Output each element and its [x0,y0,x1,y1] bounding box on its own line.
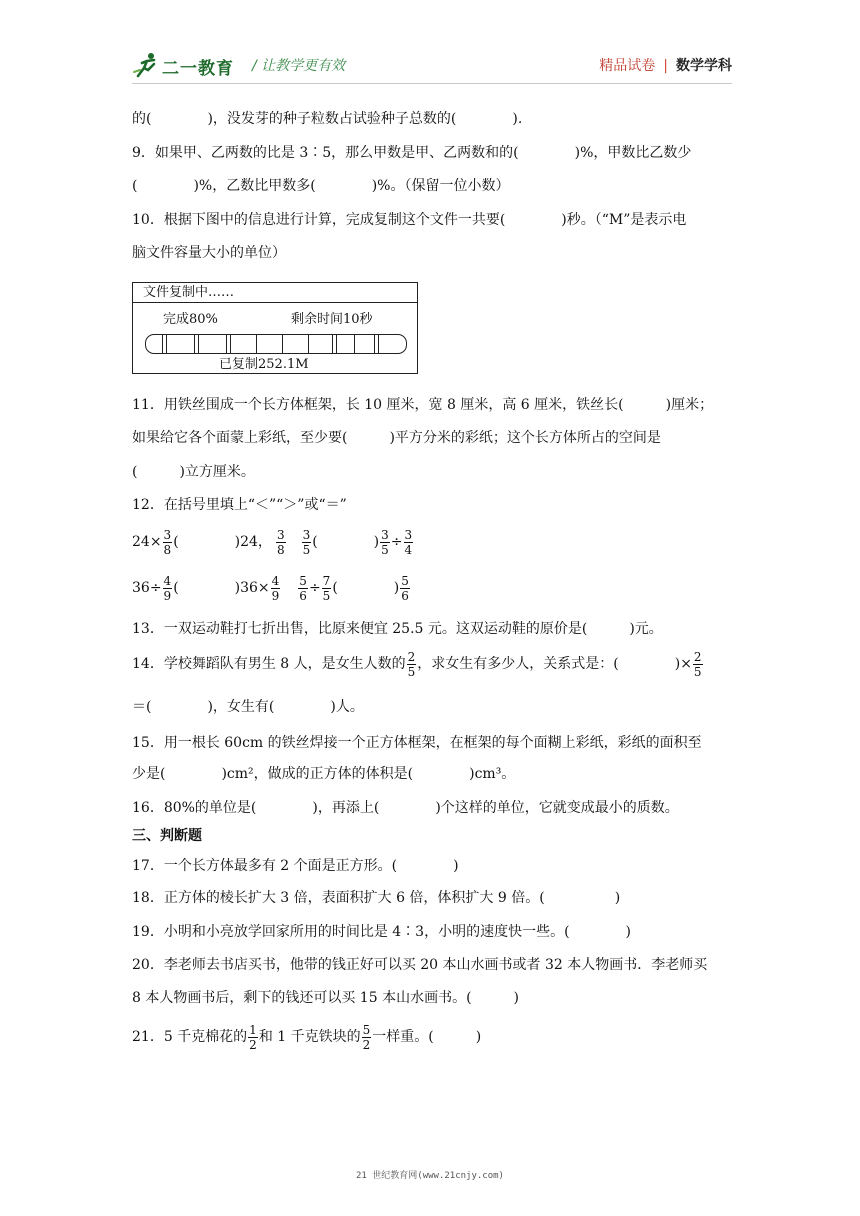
progress-tick [378,335,379,353]
question-15-line-1: 15．用一根长 60cm 的铁丝焊接一个正方体框架，在框架的每个面糊上彩纸，彩纸的面积至 [132,735,702,751]
fraction-denominator: 9 [163,588,172,603]
fraction [276,528,286,557]
fraction-denominator: 2 [362,1037,371,1052]
expr-text: ( )36× [173,580,270,596]
fraction [271,574,281,603]
slogan: / 让教学更有效 [252,58,346,74]
expr-text: ，求女生有多少人，关系式是：( )× [417,656,692,672]
fraction [302,528,312,557]
expr-text: ( ) [332,580,400,596]
progress-done-label: 完成80% [163,312,218,327]
logo-text: 二一教育 [162,59,234,79]
question-12-row-2 [132,572,411,604]
fraction-numerator: 5 [362,1022,371,1037]
text-line: 的( )，没发芽的种子粒数占试验种子总数的( ). [132,111,523,127]
question-14-line-2: ＝( )，女生有( )人。 [132,699,364,715]
question-10-line-1: 10．根据下图中的信息进行计算，完成复制这个文件一共要( )秒。（“M”是表示电 [132,212,687,228]
fraction [248,1023,258,1052]
expr-text: 一样重。( ) [372,1029,482,1045]
fraction-numerator: 4 [271,573,280,588]
question-12-line: 12．在括号里填上“＜”“＞”或“＝” [132,497,347,513]
logo [132,50,252,80]
fraction-denominator: 8 [163,542,172,557]
progress-tick [230,335,231,353]
question-16-line: 16．80%的单位是( )，再添上( )个这样的单位，它就变成最小的质数。 [132,800,679,816]
question-20-line-2: 8 本人物画书后，剩下的钱还可以买 15 本山水画书。( ) [132,990,519,1006]
fraction-denominator: 5 [302,542,311,557]
progress-tick [256,335,257,353]
progress-tick [332,335,333,353]
page-footer: 21 世纪教育网(www.21cnjy.com) [356,1171,504,1181]
question-12-row-1 [132,526,414,558]
question-19-line: 19．小明和小亮放学回家所用的时间比是 4∶3，小明的速度快一些。( ) [132,924,632,940]
question-13-line: 13．一双运动鞋打七折出售，比原来便宜 25.5 元。这双运动鞋的原价是( )元。 [132,621,663,637]
progress-tick [354,335,355,353]
question-11-line-3: ( )立方厘米。 [132,464,255,480]
fraction-numerator: 5 [299,573,307,588]
fraction-denominator: 8 [276,542,285,557]
fraction-numerator: 4 [163,573,172,588]
fraction-numerator: 2 [693,649,702,664]
expr-text: ÷ [390,534,403,550]
progress-tick [282,335,283,353]
progress-tick [194,335,195,353]
fraction [404,528,414,557]
fraction [163,574,173,603]
question-11-line-1: 11．用铁丝围成一个长方体框架，长 10 厘米，宽 8 厘米，高 6 厘米，铁丝长( )厘米； [132,397,714,413]
fraction-numerator: 7 [322,573,331,588]
file-copy-dialog [132,282,418,374]
fraction-denominator: 5 [693,664,702,679]
header-subject-label: 数学学科 [676,58,732,74]
page-header [132,46,732,82]
fraction [380,528,390,557]
expr-text: 21．5 千克棉花的 [132,1029,248,1045]
fraction-denominator: 9 [271,588,280,603]
fraction [400,574,410,603]
section-heading: 三、判断题 [132,828,202,844]
question-14-line-1 [132,648,704,680]
dialog-title: 文件复制中…… [133,283,417,303]
fraction [407,650,417,679]
progress-tick [226,335,227,353]
fraction-numerator: 3 [404,527,413,542]
fraction-denominator: 5 [381,542,389,557]
question-11-line-2: 如果给它各个面蒙上彩纸，至少要( )平方分米的彩纸；这个长方体所占的空间是 [132,430,661,446]
fraction [693,650,703,679]
question-9-line-1: 9．如果甲、乙两数的比是 3∶5，那么甲数是甲、乙两数和的( )%，甲数比乙数少 [132,145,692,161]
fraction-numerator: 5 [401,573,409,588]
fraction-numerator: 3 [381,527,389,542]
header-tag: 精品试卷 [599,58,656,74]
question-17-line: 17．一个长方体最多有 2 个面是正方形。( ) [132,858,459,874]
expr-text: 和 1 千克铁块的 [258,1029,361,1045]
header-divider [132,83,732,84]
expr-text: ( ) [312,534,380,550]
fraction-denominator: 6 [299,588,307,603]
progress-bar [145,334,407,354]
fraction-numerator: 3 [163,527,172,542]
header-subject [599,55,732,75]
fraction-numerator: 3 [302,527,311,542]
question-18-line: 18．正方体的棱长扩大 3 倍，表面积扩大 6 倍，体积扩大 9 倍。( ) [132,890,621,906]
progress-tick [308,335,309,353]
fraction-denominator: 6 [401,588,409,603]
fraction-numerator: 3 [276,527,285,542]
remaining-time-label: 剩余时间10秒 [291,312,373,327]
expr-text: 14．学校舞蹈队有男生 8 人，是女生人数的 [132,656,406,672]
progress-tick [166,335,167,353]
progress-tick [198,335,199,353]
fraction-denominator: 2 [249,1037,257,1052]
fraction-denominator: 5 [322,588,331,603]
question-20-line-1: 20．李老师去书店买书，他带的钱正好可以买 20 本山水画书或者 32 本人物画书．李老师买 [132,957,708,973]
fraction-numerator: 2 [407,649,416,664]
progress-tick [162,335,163,353]
question-9-line-2: ( )%，乙数比甲数多( )%。（保留一位小数） [132,178,510,194]
runner-logo-icon [132,50,162,80]
question-21-line [132,1021,481,1053]
question-10-line-2: 脑文件容量大小的单位） [132,245,286,261]
fraction-denominator: 5 [407,664,416,679]
fraction [163,528,173,557]
expr-text: 36÷ [132,580,162,596]
progress-tick [374,335,375,353]
header-separator: | [663,58,668,74]
question-15-line-2: 少是( )cm²，做成的正方体的体积是( )cm³。 [132,766,516,782]
progress-tick [336,335,337,353]
fraction [362,1023,372,1052]
fraction-denominator: 4 [404,542,413,557]
fraction [298,574,308,603]
expr-text: ( )24， [173,534,272,550]
fraction-numerator: 1 [249,1022,257,1037]
copied-size-label: 已复制252.1M [219,357,309,372]
expr-text: 24× [132,534,162,550]
expr-text: ÷ [308,580,321,596]
fraction [322,574,332,603]
